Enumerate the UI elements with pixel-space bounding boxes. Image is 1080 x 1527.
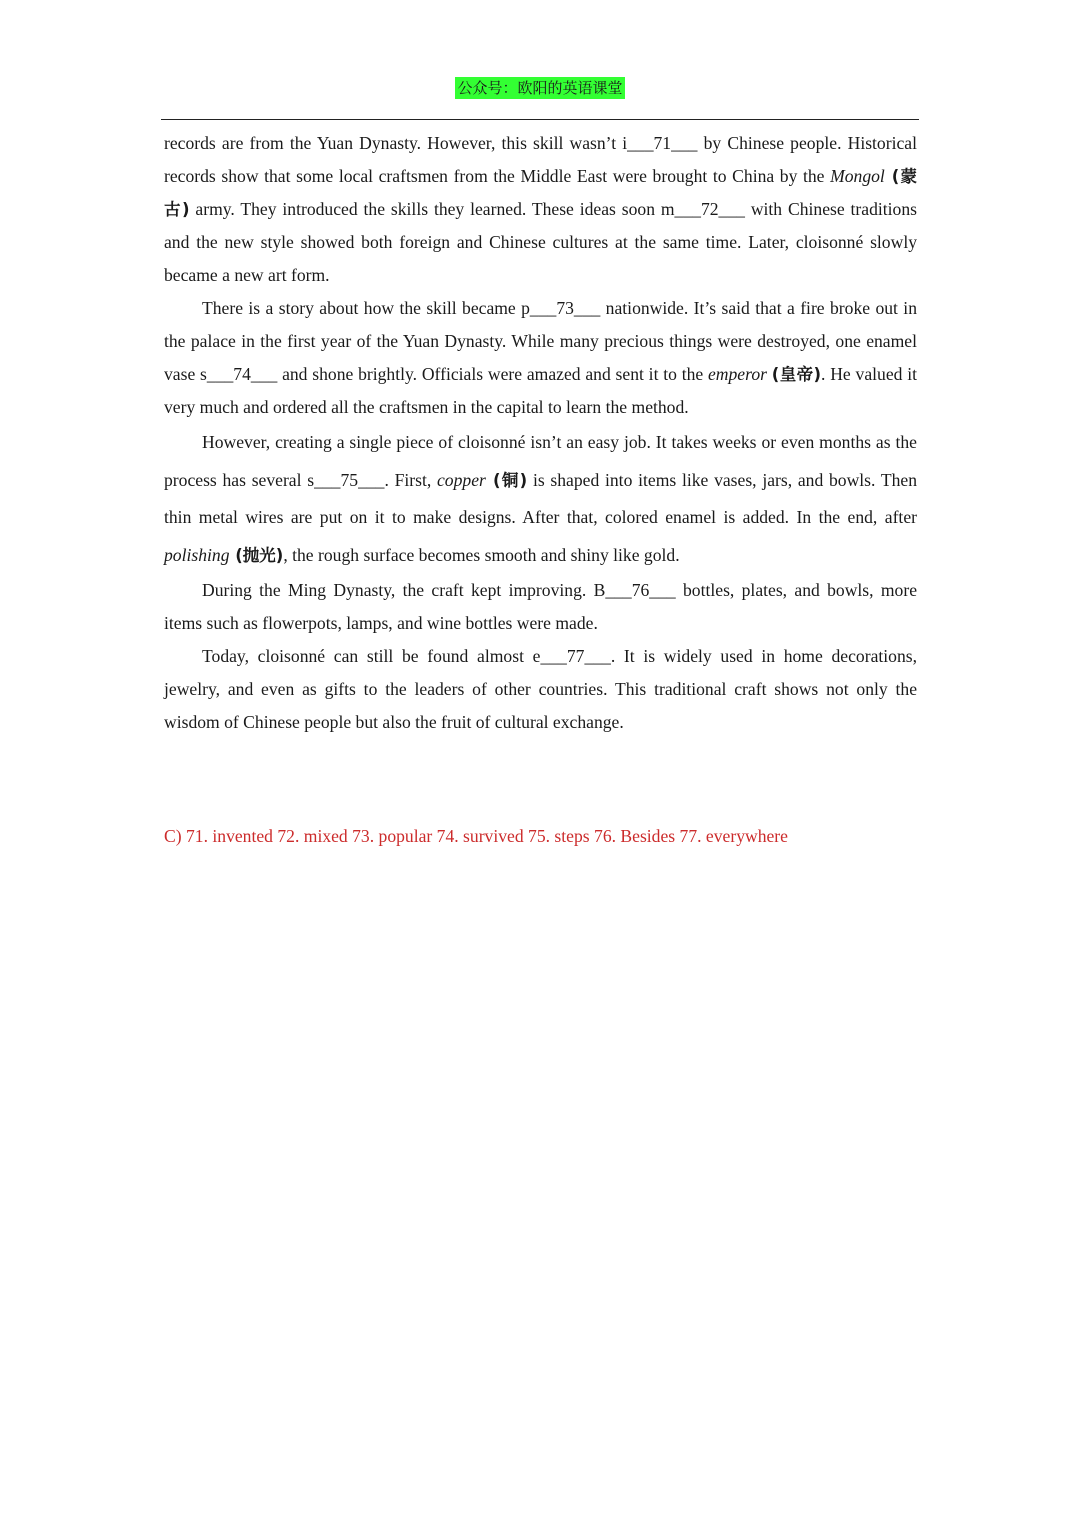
paragraph-2 <box>164 292 917 424</box>
page-header <box>0 77 1080 99</box>
paragraph-4: During the Ming Dynasty, the craft kept improving. B___76___ bottles, plates, and bowls, more items such as flowerpots, lamps, and wine bottles were made. <box>164 580 917 633</box>
paragraph-3-text-b: is shaped into items like vases, jars, and bowls. Then thin metal wires are put on it to make designs. After that, colored enamel is added. In the end, after <box>164 469 917 527</box>
term-polishing-chinese: (抛光) <box>229 545 284 565</box>
term-copper-chinese: (铜) <box>485 470 528 490</box>
paragraph-1-text-b: army. They introduced the skills they learned. These ideas soon m___72___ with Chinese traditions and the new style showed both foreign and Chinese cultures at the same time. Later, cloisonné slowly became a new art form. <box>164 199 917 285</box>
header-divider <box>161 119 919 120</box>
header-watermark-label: 公众号：欧阳的英语课堂 <box>457 79 623 97</box>
paragraph-3 <box>164 424 917 574</box>
term-mongol-chinese: (蒙古) <box>164 167 917 219</box>
term-emperor-chinese: (皇帝) <box>771 365 822 384</box>
paragraph-3-text-a: However, creating a single piece of cloisonné isn’t an easy job. It takes weeks or even months as the process has several s___75___. First, <box>164 432 917 490</box>
passage <box>164 127 917 739</box>
term-mongol: Mongol <box>830 166 885 186</box>
paragraph-2-text-a: There is a story about how the skill became p___73___ nationwide. It’s said that a fire broke out in the palace in the first year of the Yuan Dynasty. While many precious things were destroyed, one enamel vase s___74___ and shone brightly. Officials were amazed and sent it to the <box>164 298 917 384</box>
paragraph-3-text-c: , the rough surface becomes smooth and shiny like gold. <box>283 544 680 565</box>
answer-key: C) 71. invented 72. mixed 73. popular 74. survived 75. steps 76. Besides 77. everywhere <box>164 826 788 846</box>
paragraph-1 <box>164 127 917 292</box>
paragraph-5: Today, cloisonné can still be found almost e___77___. It is widely used in home decorations, jewelry, and even as gifts to the leaders of other countries. This traditional craft shows not only the wisdom of Chinese people but also the fruit of cultural exchange. <box>164 646 917 732</box>
term-emperor: emperor <box>708 364 767 384</box>
paragraph-2-text-b: . He valued it very much and ordered all the craftsmen in the capital to learn the method. <box>164 364 917 417</box>
paragraph-1-text-a: records are from the Yuan Dynasty. However, this skill wasn’t i___71___ by Chinese people. Historical records show that some local craftsmen from the Middle East were brought to China by the <box>164 133 917 186</box>
term-copper: copper <box>437 469 486 490</box>
term-polishing: polishing <box>164 544 230 565</box>
